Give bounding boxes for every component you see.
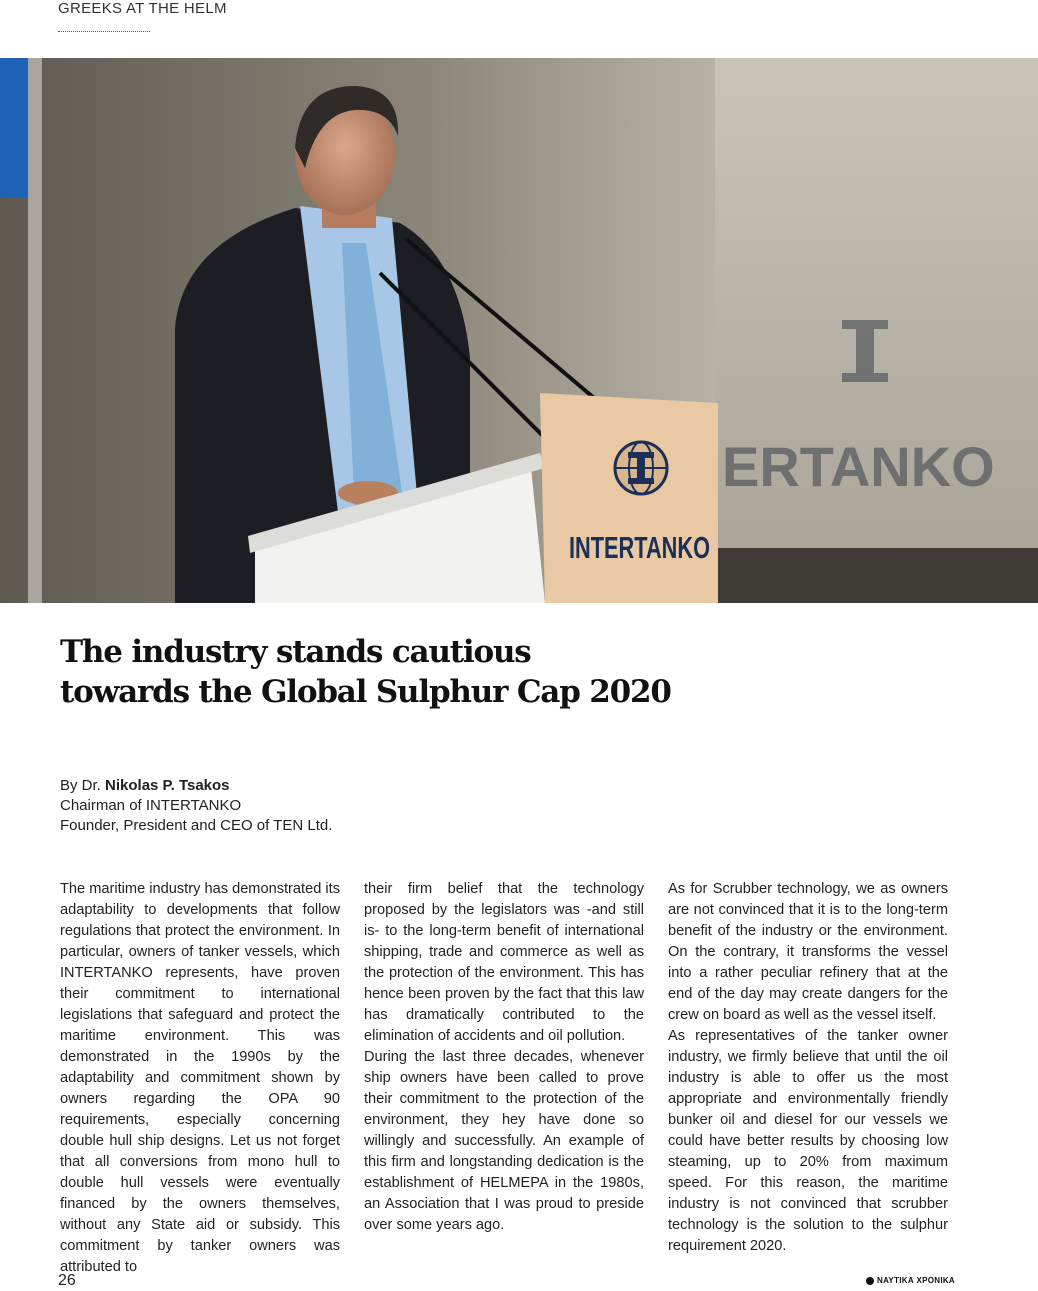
paragraph: As representatives of the tanker owner industry, we firmly believe that until the oil industry is able to offer us the most appropriate and environmentally friendly bunker oil and diesel for our vessels we could have better results by choosing low steaming, up to 20% from maximum speed. For this reason, the maritime industry is not convinced that scrubber technology is the solution to the sulphur requirement 2020. bbox=[668, 1028, 948, 1254]
article-photo bbox=[0, 58, 1038, 603]
section-label: GREEKS AT THE HELM bbox=[58, 0, 227, 17]
intertanko-globe-icon bbox=[615, 442, 667, 494]
publication-logo bbox=[866, 1276, 955, 1285]
author-name: Nikolas P. Tsakos bbox=[105, 777, 230, 794]
publication-name: ΝΑΥΤΙΚΑ ΧΡΟΝΙΚΑ bbox=[877, 1276, 955, 1285]
podium-front bbox=[540, 393, 718, 603]
section-divider bbox=[58, 31, 150, 32]
text-column-2 bbox=[364, 879, 644, 1236]
paragraph: As for Scrubber technology, we as owners are not convinced that it is to the long-term benefit of the industry or the environment. On the contrary, it transforms the vessel into a rather peculiar refinery that at the end of the day may create dangers for the crew on board as well as the vessel itself. bbox=[668, 881, 948, 1023]
podium-brand-text: INTERTANKO bbox=[569, 530, 710, 565]
byline bbox=[60, 776, 332, 836]
byline-prefix: By Dr. bbox=[60, 777, 106, 794]
paragraph: their firm belief that the technology proposed by the legislators was -and still is- to the long-term benefit of international shipping, trade and commerce as well as the protection of the environment. This has hence been proven by the fact that this law has dramatically contributed to the elimination of accidents and oil pollution. bbox=[364, 881, 644, 1044]
article-title-line-2: towards the Global Sulphur Cap 2020 bbox=[60, 674, 671, 710]
paragraph: The maritime industry has demonstrated its adaptability to developments that follow regulations that protect the environment. In particular, owners of tanker vessels, which INTERTANKO represents, have proven their commitment to international legislations that safeguard and protect the maritime environment. This was demonstrated in the 1990s by the adaptability and commitment shown by owners regarding the OPA 90 requirements, especially concerning double hull ship designs. Let us not forget that all conversions from mono hull to double hull vessels were eventually financed by the owners themselves, without any State aid or subsidy. This commitment by tanker owners was attributed to bbox=[60, 881, 340, 1275]
page-number: 26 bbox=[58, 1272, 76, 1289]
article-title-line-1: The industry stands cautious bbox=[60, 634, 531, 670]
author-role-2: Founder, President and CEO of TEN Ltd. bbox=[60, 817, 333, 834]
publication-logo-icon bbox=[866, 1277, 874, 1285]
text-column-3 bbox=[668, 879, 948, 1257]
article-title bbox=[60, 632, 760, 712]
paragraph: During the last three decades, whenever ship owners have been called to prove their commitment to the protection of the environment, they hey have done so willingly and successfully. An example of this firm and longstanding dedication is the establishment of HELMEPA in the 1980s, an Association that I was proud to preside over some years ago. bbox=[364, 1049, 644, 1233]
text-column-1 bbox=[60, 879, 340, 1278]
screen-brand-text: ERTANKO bbox=[722, 435, 995, 498]
author-role-1: Chairman of INTERTANKO bbox=[60, 797, 242, 814]
